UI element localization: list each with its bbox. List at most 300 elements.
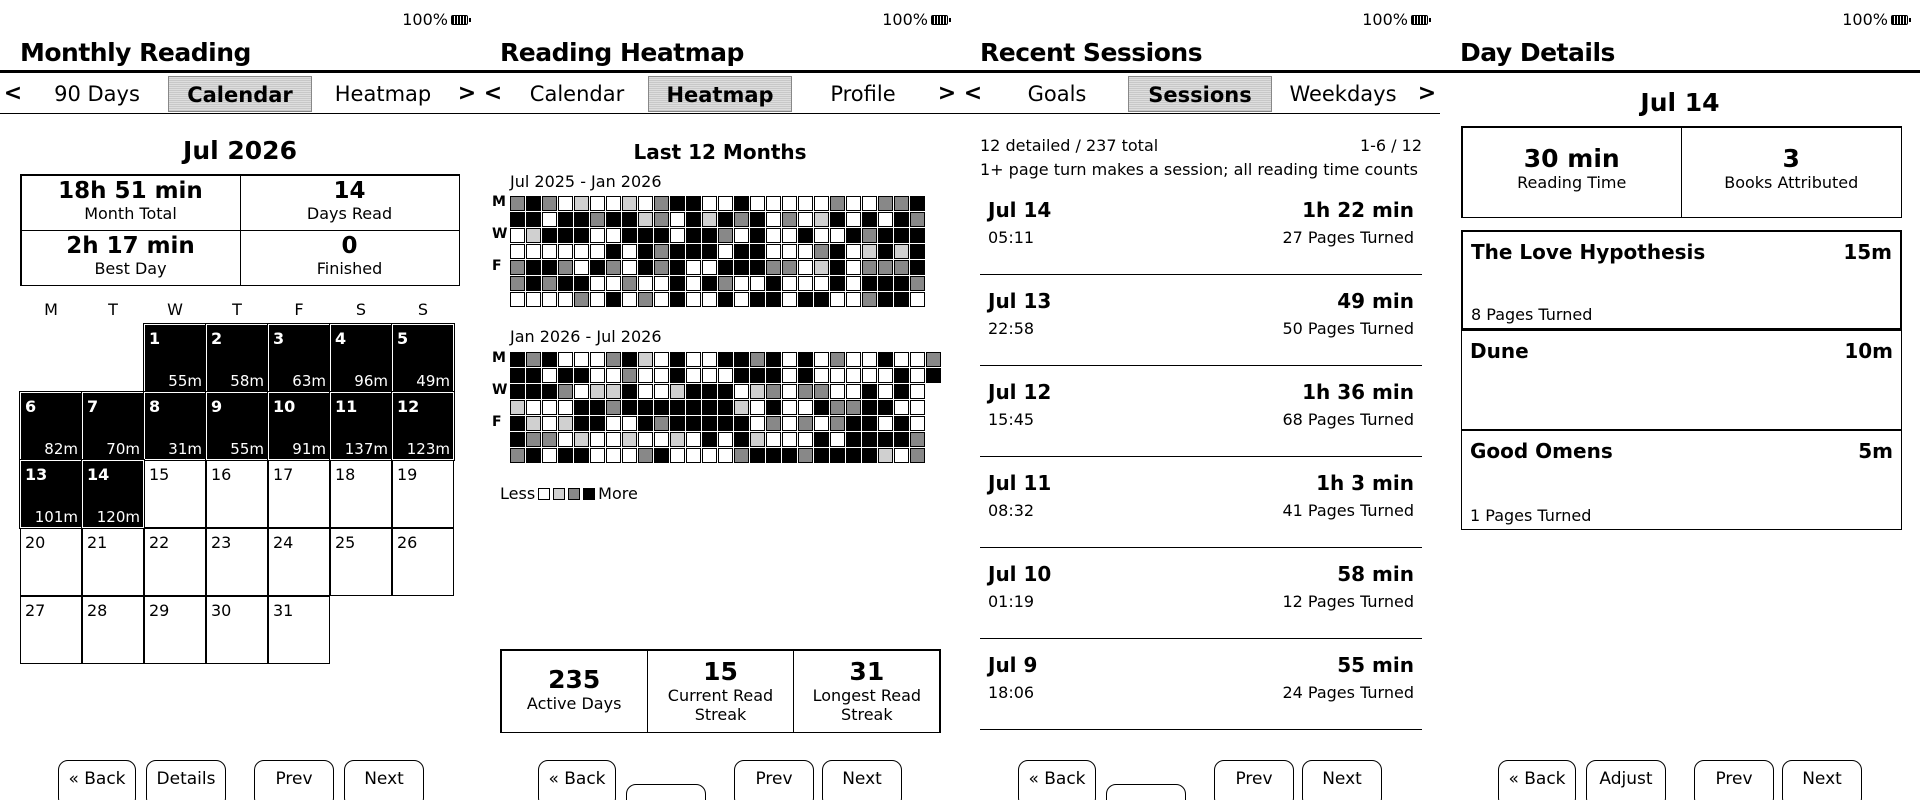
stat-label: Current Read Streak — [667, 685, 774, 724]
heatmap-cell — [783, 293, 797, 307]
heatmap-cell — [703, 433, 717, 447]
day-number: 12 — [397, 397, 420, 416]
heatmap-cell — [703, 277, 717, 291]
heatmap-cell — [895, 369, 909, 383]
heatmap-cell — [735, 449, 749, 463]
heatmap-cell — [767, 433, 781, 447]
heatmap-cell — [671, 245, 685, 259]
day-minutes: 82m — [44, 440, 78, 458]
heatmap-cell — [735, 433, 749, 447]
heatmap-cell — [543, 385, 557, 399]
heatmap-cell — [655, 229, 669, 243]
tab-bar — [0, 74, 480, 114]
heatmap-cell — [511, 213, 525, 227]
calendar-day[interactable] — [144, 460, 206, 528]
weekday-label: W — [167, 300, 183, 319]
heatmap-cell — [719, 449, 733, 463]
adjust-button[interactable]: Adjust — [1586, 760, 1666, 800]
heatmap-cell — [655, 277, 669, 291]
heatmap-cell — [655, 213, 669, 227]
heatmap-cell — [815, 197, 829, 211]
session-row[interactable] — [980, 275, 1422, 366]
heatmap-cell — [799, 245, 813, 259]
next-button[interactable]: Next — [822, 760, 902, 800]
heatmap-cell — [879, 197, 893, 211]
heatmap-cell — [703, 229, 717, 243]
calendar-day[interactable] — [206, 596, 268, 664]
heatmap-cell — [879, 277, 893, 291]
heatmap-cell — [687, 369, 701, 383]
session-date: Jul 11 — [988, 471, 1052, 495]
heatmap-cell — [623, 369, 637, 383]
heatmap-cell — [767, 197, 781, 211]
stat-label: Month Total — [84, 203, 177, 223]
heatmap-cell — [511, 229, 525, 243]
book-pages: 8 Pages Turned — [1471, 305, 1593, 324]
heatmap-cell — [879, 433, 893, 447]
heatmap-cell — [719, 277, 733, 291]
day-number: 16 — [211, 465, 232, 484]
heatmap-cell — [607, 293, 621, 307]
heatmap-cell — [719, 417, 733, 431]
heatmap-cell — [735, 417, 749, 431]
heatmap-cell — [687, 449, 701, 463]
heatmap-cell — [559, 261, 573, 275]
heatmap-cell — [863, 293, 877, 307]
heatmap-cell — [655, 261, 669, 275]
day-minutes: 63m — [292, 372, 326, 390]
heatmap-row-label: F — [492, 258, 502, 274]
heatmap-cell — [671, 385, 685, 399]
page-title: Day Details — [1460, 38, 1615, 67]
heatmap-cell — [767, 385, 781, 399]
calendar-day[interactable] — [144, 528, 206, 596]
heatmap-cell — [607, 261, 621, 275]
day-number: 4 — [335, 329, 347, 348]
heatmap-cell — [767, 369, 781, 383]
weekday-label: F — [294, 300, 304, 319]
heatmap-cell — [607, 433, 621, 447]
heatmap-cell — [543, 213, 557, 227]
heatmap-cell — [879, 213, 893, 227]
calendar-day[interactable] — [206, 528, 268, 596]
session-date: Jul 10 — [988, 562, 1052, 586]
stat-value: 14 — [333, 177, 366, 204]
calendar-day[interactable] — [268, 392, 330, 460]
heatmap-cell — [687, 245, 701, 259]
day-number: 2 — [211, 329, 223, 348]
heatmap-cell — [575, 197, 589, 211]
heatmap-cell — [895, 261, 909, 275]
heatmap-cell — [655, 449, 669, 463]
calendar-day[interactable] — [268, 596, 330, 664]
heatmap-cell — [847, 197, 861, 211]
heatmap-cell — [575, 449, 589, 463]
calendar-day[interactable] — [268, 528, 330, 596]
next-button[interactable]: Next — [1782, 760, 1862, 800]
heatmap-cell — [671, 433, 685, 447]
heatmap-cell — [815, 245, 829, 259]
stat-best-day — [21, 230, 241, 286]
heatmap-cell — [911, 197, 925, 211]
tab-next-arrow-icon[interactable]: > — [457, 81, 477, 106]
heatmap-cell — [767, 213, 781, 227]
calendar-day[interactable] — [330, 392, 392, 460]
prev-button[interactable]: Prev — [1694, 760, 1774, 800]
heatmap-cell — [767, 293, 781, 307]
session-date: Jul 13 — [988, 289, 1052, 313]
session-date: Jul 14 — [988, 198, 1052, 222]
heatmap-cell — [847, 245, 861, 259]
heatmap-cell — [575, 261, 589, 275]
prev-button[interactable]: Prev — [734, 760, 814, 800]
heatmap-cell — [863, 245, 877, 259]
heatmap-cell — [591, 385, 605, 399]
heatmap-cell — [831, 293, 845, 307]
stat-value: 31 — [849, 656, 885, 686]
back-button[interactable]: « Back — [1018, 760, 1096, 800]
heatmap-cell — [831, 433, 845, 447]
session-pages: 12 Pages Turned — [1282, 592, 1414, 611]
heatmap-cell — [543, 245, 557, 259]
back-button[interactable]: « Back — [1498, 760, 1576, 800]
heatmap-cell — [735, 401, 749, 415]
heatmap-cell — [911, 401, 925, 415]
heatmap-cell — [735, 353, 749, 367]
heatmap-cell — [591, 449, 605, 463]
tab-prev-arrow-icon[interactable]: < — [963, 81, 983, 106]
heatmap-cell — [911, 417, 925, 431]
book-row[interactable] — [1461, 230, 1902, 330]
heatmap-cell — [703, 353, 717, 367]
book-minutes: 5m — [1858, 439, 1893, 463]
heatmap-cell — [687, 197, 701, 211]
heatmap-cell — [511, 245, 525, 259]
heatmap-cell — [895, 417, 909, 431]
heatmap-cell — [895, 277, 909, 291]
heatmap-cell — [687, 277, 701, 291]
heatmap-cell — [543, 277, 557, 291]
book-title: Good Omens — [1470, 439, 1613, 463]
heatmap-cell — [639, 197, 653, 211]
heatmap-cell — [623, 261, 637, 275]
heatmap-legend — [500, 484, 638, 503]
heatmap-cell — [815, 369, 829, 383]
calendar-day[interactable] — [20, 392, 82, 460]
tab-90-days[interactable]: 90 Days — [54, 81, 140, 106]
heatmap-cell — [703, 401, 717, 415]
heatmap-cell — [527, 213, 541, 227]
heatmap-cell — [511, 197, 525, 211]
tab-prev-arrow-icon[interactable]: < — [483, 81, 503, 106]
heatmap-cell — [511, 353, 525, 367]
heatmap-cell — [543, 229, 557, 243]
calendar-day[interactable] — [82, 392, 144, 460]
session-row[interactable] — [980, 548, 1422, 639]
heatmap-cell — [799, 385, 813, 399]
day-number: 25 — [335, 533, 356, 552]
heatmap-cell — [863, 449, 877, 463]
calendar-day[interactable] — [330, 460, 392, 528]
heatmap-cell — [799, 213, 813, 227]
calendar-day[interactable] — [206, 392, 268, 460]
stat-label: Finished — [316, 258, 383, 278]
calendar-day[interactable] — [144, 392, 206, 460]
heatmap-cell — [879, 449, 893, 463]
heatmap-cell — [511, 385, 525, 399]
heatmap-cell — [527, 261, 541, 275]
heatmap-row-label: M — [492, 194, 506, 210]
heatmap-cell — [639, 277, 653, 291]
day-number: 10 — [273, 397, 296, 416]
heatmap-cell — [911, 353, 925, 367]
heatmap-cell — [799, 229, 813, 243]
stat-label: Days Read — [306, 203, 393, 223]
stat-active-days — [501, 650, 648, 733]
stat-value: 18h 51 min — [58, 177, 203, 204]
heatmap-cell — [783, 245, 797, 259]
heatmap-cell — [575, 293, 589, 307]
battery-level: 100% — [882, 10, 928, 29]
session-duration: 58 min — [1337, 562, 1414, 586]
back-button[interactable]: « Back — [538, 760, 616, 800]
day-minutes: 123m — [406, 440, 450, 458]
heatmap-cell — [559, 229, 573, 243]
heatmap-cell — [783, 369, 797, 383]
heatmap-cell — [863, 261, 877, 275]
book-row[interactable] — [1461, 430, 1902, 530]
heatmap-cell — [703, 261, 717, 275]
heatmap-cell — [719, 353, 733, 367]
tab-sessions[interactable]: Sessions — [1128, 76, 1272, 112]
heatmap-cell — [511, 417, 525, 431]
heatmap-cell — [799, 417, 813, 431]
heatmap-cell — [719, 369, 733, 383]
calendar-day[interactable] — [268, 324, 330, 392]
calendar-day[interactable] — [392, 528, 454, 596]
heatmap-cell — [575, 369, 589, 383]
heatmap-cell — [591, 261, 605, 275]
heatmap-cell — [527, 277, 541, 291]
heatmap-cell — [591, 401, 605, 415]
hidden-button[interactable] — [1106, 784, 1186, 800]
heatmap-cell — [575, 353, 589, 367]
prev-button[interactable]: Prev — [254, 760, 334, 800]
heatmap-cell — [703, 385, 717, 399]
heatmap-cell — [735, 385, 749, 399]
heatmap-cell — [751, 293, 765, 307]
day-number: 15 — [149, 465, 170, 484]
calendar-day[interactable] — [82, 596, 144, 664]
heatmap-cell — [639, 401, 653, 415]
calendar-day[interactable] — [206, 324, 268, 392]
heatmap-cell — [719, 261, 733, 275]
next-button[interactable]: Next — [344, 760, 424, 800]
battery-icon — [1411, 15, 1428, 25]
heatmap-cell — [655, 353, 669, 367]
heatmap-cell — [735, 369, 749, 383]
legend-level-2 — [568, 488, 580, 500]
heatmap-cell — [671, 277, 685, 291]
tab-next-arrow-icon[interactable]: > — [937, 81, 957, 106]
heatmap-cell — [527, 401, 541, 415]
calendar-day[interactable] — [392, 324, 454, 392]
heatmap-cell — [527, 369, 541, 383]
calendar-day[interactable] — [330, 528, 392, 596]
tab-heatmap[interactable]: Heatmap — [334, 81, 432, 106]
session-time: 18:06 — [988, 683, 1035, 702]
heatmap-cell — [847, 385, 861, 399]
heatmap-cell — [767, 417, 781, 431]
heatmap-cell — [815, 401, 829, 415]
heatmap-cell — [591, 353, 605, 367]
heatmap-cell — [559, 401, 573, 415]
heatmap-cell — [719, 245, 733, 259]
heatmap-cell — [527, 293, 541, 307]
stat-books-attributed — [1681, 127, 1902, 218]
session-row[interactable] — [980, 457, 1422, 548]
heatmap-cell — [751, 369, 765, 383]
hidden-button[interactable] — [626, 784, 706, 800]
heatmap-cell — [623, 213, 637, 227]
heatmap-cell — [527, 385, 541, 399]
heatmap-cell — [911, 261, 925, 275]
tab-calendar[interactable]: Calendar — [168, 76, 312, 112]
heatmap-cell — [575, 229, 589, 243]
calendar-day[interactable] — [330, 324, 392, 392]
day-minutes: 91m — [292, 440, 326, 458]
calendar-day[interactable] — [392, 460, 454, 528]
book-title: Dune — [1470, 339, 1529, 363]
calendar-day[interactable] — [82, 460, 144, 528]
heatmap-cell — [735, 277, 749, 291]
heatmap-cell — [671, 401, 685, 415]
heatmap-cell — [575, 277, 589, 291]
heatmap-cell — [815, 213, 829, 227]
tab-goals[interactable]: Goals — [1027, 81, 1087, 106]
tab-profile[interactable]: Profile — [830, 81, 896, 106]
session-row[interactable] — [980, 366, 1422, 457]
heatmap-cell — [735, 213, 749, 227]
calendar-day[interactable] — [20, 596, 82, 664]
heatmap-cell — [639, 245, 653, 259]
calendar-day[interactable] — [144, 324, 206, 392]
heatmap-range-2: Jan 2026 - Jul 2026 — [510, 327, 662, 346]
session-row[interactable] — [980, 184, 1422, 275]
heatmap-cell — [799, 197, 813, 211]
heatmap-cell — [575, 245, 589, 259]
calendar-day[interactable] — [20, 528, 82, 596]
heatmap-cell — [655, 417, 669, 431]
calendar-day[interactable] — [20, 460, 82, 528]
calendar-day[interactable] — [82, 528, 144, 596]
heatmap-cell — [527, 245, 541, 259]
heatmap-cell — [591, 433, 605, 447]
session-row[interactable] — [980, 639, 1422, 730]
heatmap-cell — [767, 261, 781, 275]
heatmap-cell — [591, 245, 605, 259]
heatmap-cell — [831, 449, 845, 463]
next-button[interactable]: Next — [1302, 760, 1382, 800]
tab-calendar[interactable]: Calendar — [529, 81, 625, 106]
heatmap-cell — [543, 293, 557, 307]
session-duration: 1h 36 min — [1302, 380, 1414, 404]
heatmap-cell — [687, 401, 701, 415]
day-minutes: 70m — [106, 440, 140, 458]
calendar-day[interactable] — [206, 460, 268, 528]
heatmap-cell — [591, 417, 605, 431]
heatmap-cell — [911, 369, 925, 383]
heatmap-cell — [895, 401, 909, 415]
heatmap-cell — [687, 433, 701, 447]
book-row[interactable] — [1461, 330, 1902, 430]
heatmap-cell — [911, 293, 925, 307]
title-divider — [960, 70, 1440, 73]
tab-weekdays[interactable]: Weekdays — [1289, 81, 1397, 106]
session-time: 15:45 — [988, 410, 1035, 429]
heatmap-cell — [863, 353, 877, 367]
heatmap-cell — [815, 417, 829, 431]
session-pages: 68 Pages Turned — [1282, 410, 1414, 429]
heatmap-cell — [591, 369, 605, 383]
tab-prev-arrow-icon[interactable]: < — [3, 81, 23, 106]
heatmap-cell — [799, 401, 813, 415]
page-title: Recent Sessions — [980, 38, 1203, 67]
heatmap-grid-2 — [510, 352, 946, 464]
heatmap-cell — [703, 369, 717, 383]
heatmap-cell — [799, 449, 813, 463]
tab-next-arrow-icon[interactable]: > — [1417, 81, 1437, 106]
heatmap-cell — [911, 385, 925, 399]
heatmap-cell — [783, 401, 797, 415]
heatmap-cell — [719, 293, 733, 307]
heatmap-cell — [895, 197, 909, 211]
tab-heatmap[interactable]: Heatmap — [648, 76, 792, 112]
stat-label: Active Days — [526, 693, 622, 713]
day-number: 5 — [397, 329, 409, 348]
heatmap-cell — [623, 385, 637, 399]
calendar-day[interactable] — [144, 596, 206, 664]
day-number: 11 — [335, 397, 358, 416]
session-date: Jul 12 — [988, 380, 1052, 404]
heatmap-cell — [863, 369, 877, 383]
calendar-day[interactable] — [392, 392, 454, 460]
heatmap-cell — [639, 449, 653, 463]
heatmap-cell — [559, 293, 573, 307]
prev-button[interactable]: Prev — [1214, 760, 1294, 800]
day-number: 27 — [25, 601, 46, 620]
session-duration: 49 min — [1337, 289, 1414, 313]
heatmap-cell — [751, 385, 765, 399]
back-button[interactable]: « Back — [58, 760, 136, 800]
calendar-day[interactable] — [268, 460, 330, 528]
heatmap-cell — [815, 433, 829, 447]
heatmap-cell — [831, 261, 845, 275]
day-number: 6 — [25, 397, 37, 416]
heatmap-cell — [815, 277, 829, 291]
heatmap-subtitle: Last 12 Months — [633, 140, 807, 164]
heatmap-cell — [767, 277, 781, 291]
details-button[interactable]: Details — [146, 760, 226, 800]
heatmap-cell — [639, 261, 653, 275]
weekday-label: S — [417, 300, 429, 319]
heatmap-cell — [895, 449, 909, 463]
weekday-label: S — [355, 300, 367, 319]
heatmap-cell — [831, 229, 845, 243]
heatmap-cell — [639, 293, 653, 307]
heatmap-cell — [863, 401, 877, 415]
heatmap-cell — [847, 277, 861, 291]
